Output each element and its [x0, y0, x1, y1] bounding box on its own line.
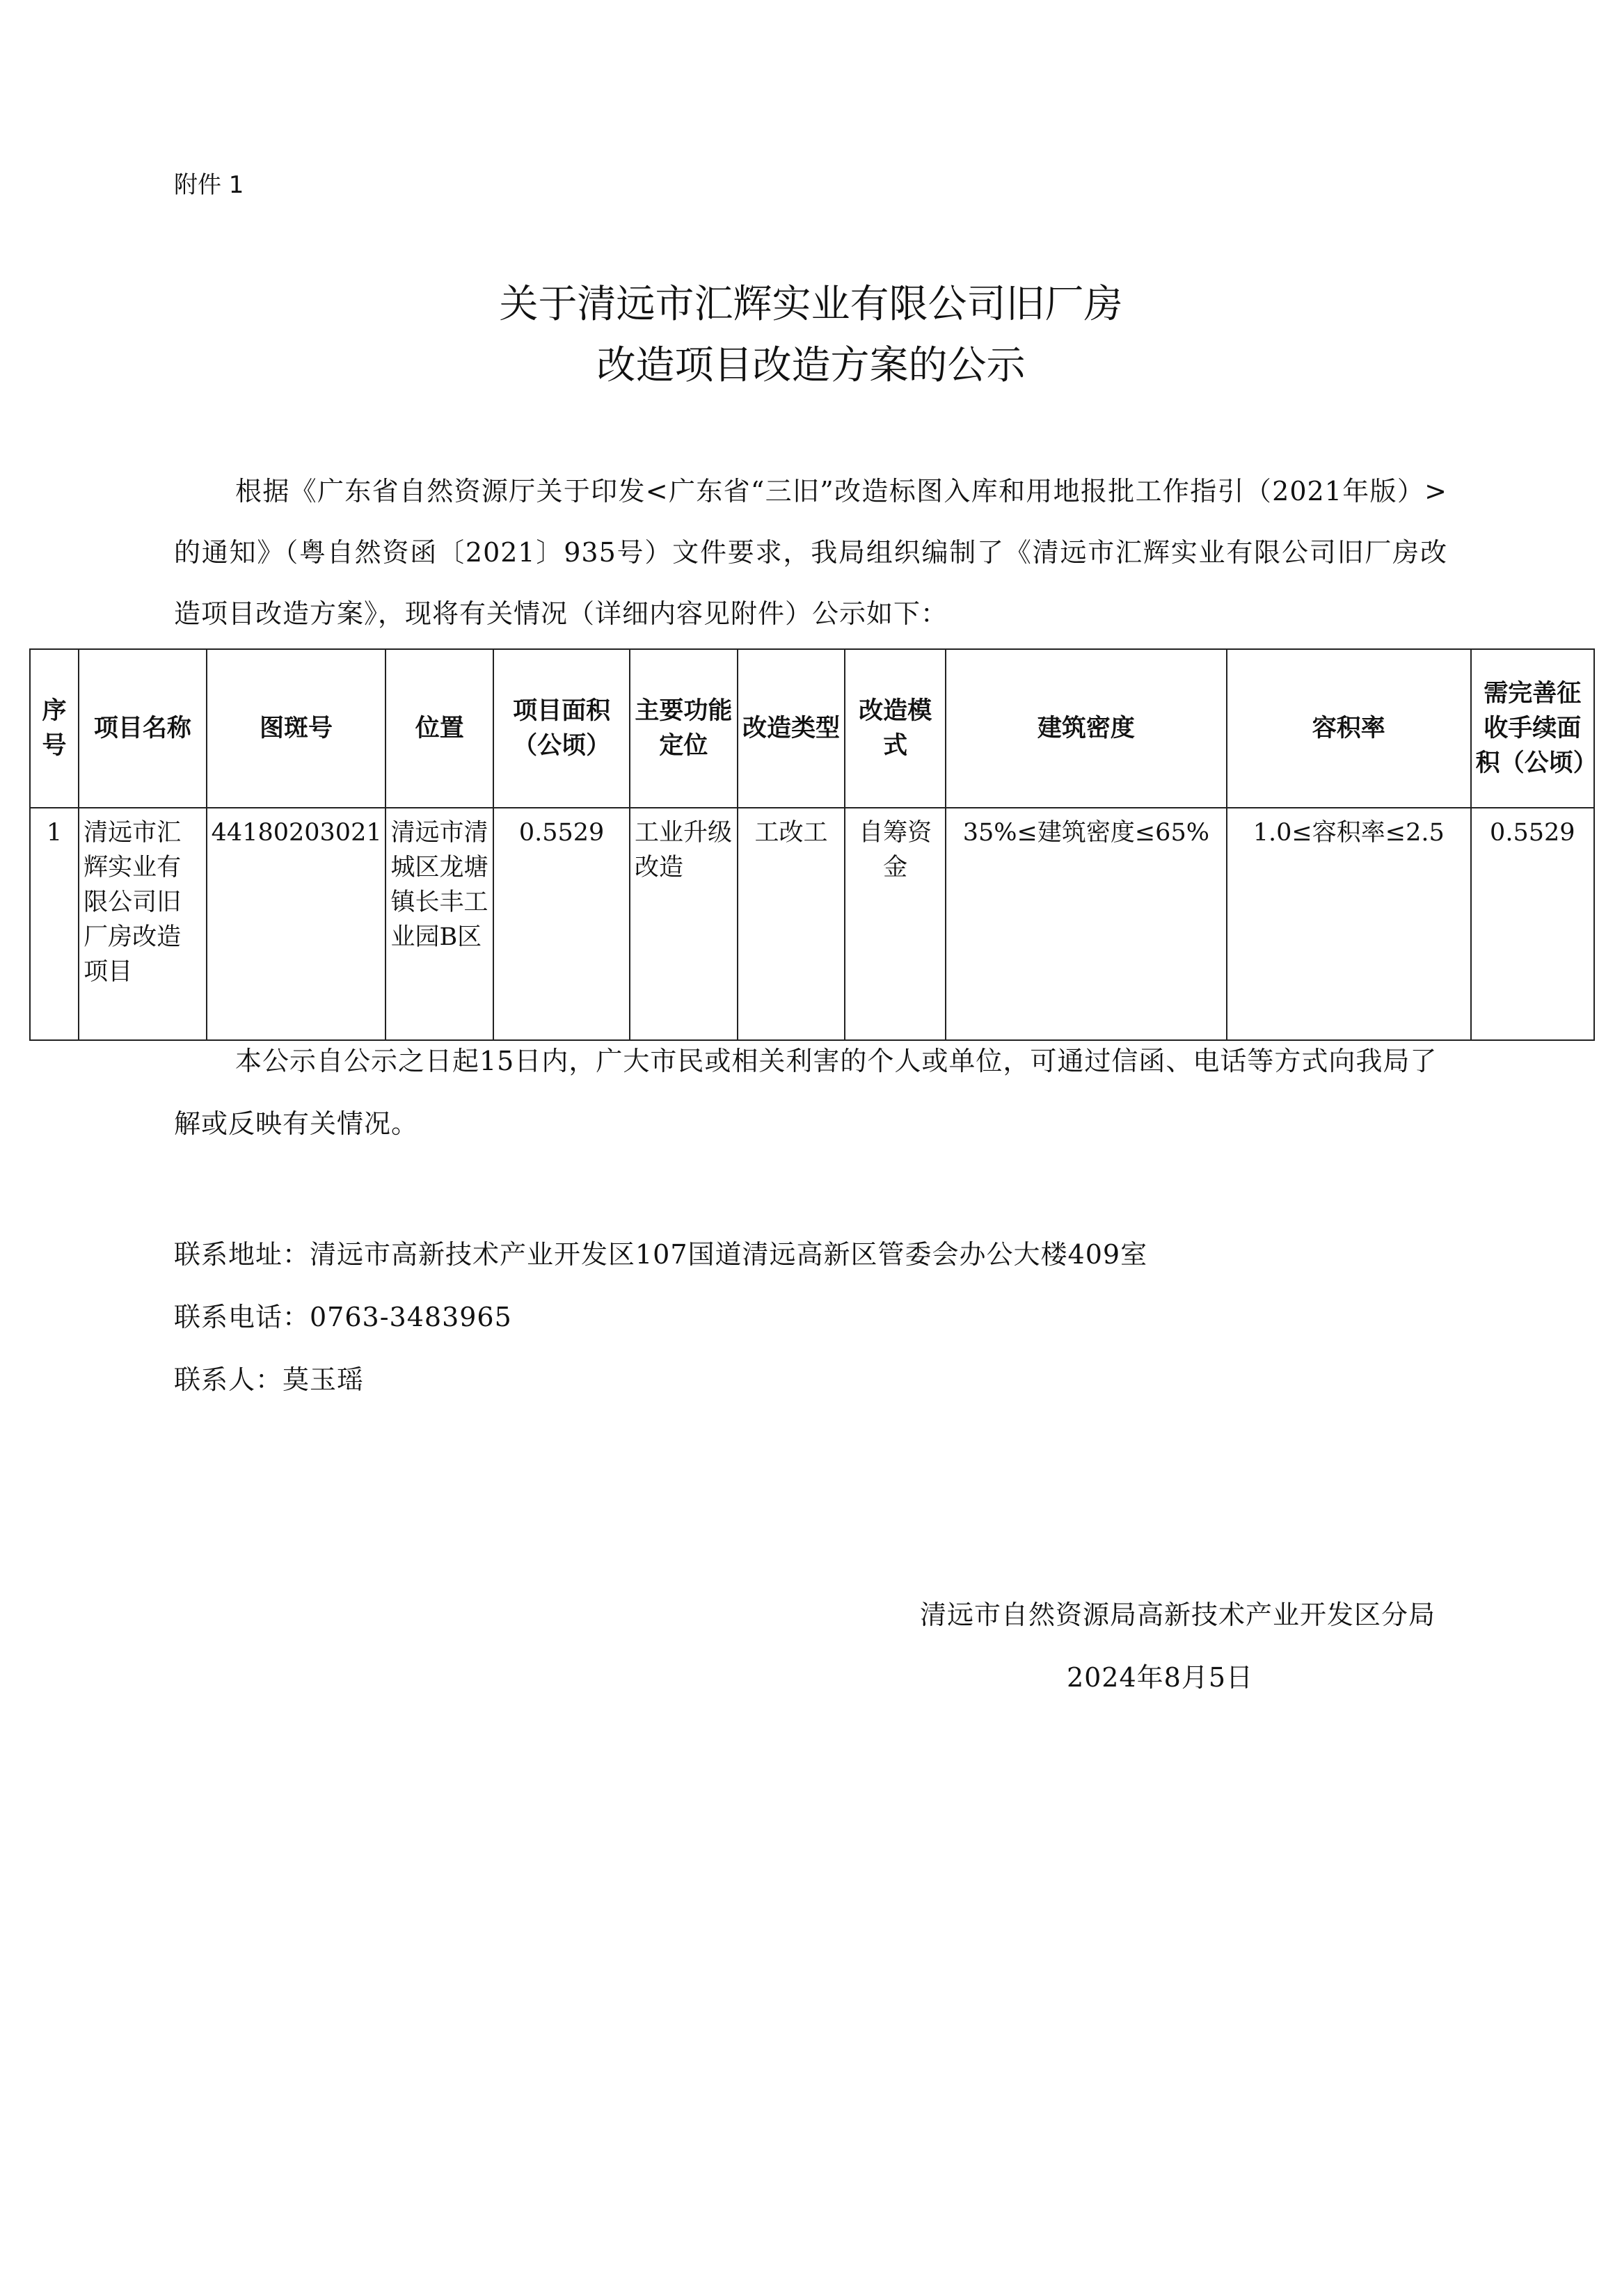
contact-address: 联系地址：清远市高新技术产业开发区107国道清远高新区管委会办公大楼409室 — [174, 1239, 1148, 1270]
header-density: 建筑密度 — [946, 649, 1227, 808]
cell-area: 0.5529 — [493, 808, 630, 1040]
header-parcel: 图斑号 — [207, 649, 386, 808]
intro-paragraph: 根据《广东省自然资源厅关于印发<广东省“三旧”改造标图入库和用地报批工作指引（2021年版）>的通知》（粤自然资函〔2021〕935号）文件要求，我局组织编制了《清远市汇辉实业有限公司旧厂房改造项目改造方案》，现将有关情况（详细内容见附件）公示如下： — [174, 476, 1447, 629]
cell-expropriation: 0.5529 — [1471, 808, 1594, 1040]
notice-paragraph: 本公示自公示之日起15日内，广大市民或相关利害的个人或单位，可通过信函、电话等方式向我局了解或反映有关情况。 — [174, 1046, 1438, 1139]
project-table — [29, 648, 1598, 1041]
header-expropriation: 需完善征收手续面积（公顷） — [1471, 649, 1594, 808]
cell-far: 1.0≤容积率≤2.5 — [1227, 808, 1471, 1040]
header-function: 主要功能定位 — [630, 649, 738, 808]
attachment-label: 附件 1 — [174, 171, 244, 199]
contact-phone: 联系电话：0763-3483965 — [174, 1302, 512, 1332]
cell-parcel: 44180203021 — [207, 808, 386, 1040]
header-type: 改造类型 — [738, 649, 845, 808]
cell-type: 工改工 — [738, 808, 845, 1040]
table-header-row — [30, 649, 1594, 808]
header-far: 容积率 — [1227, 649, 1471, 808]
cell-function: 工业升级改造 — [630, 808, 738, 1040]
header-location: 位置 — [385, 649, 493, 808]
table-row — [30, 808, 1594, 1040]
cell-density: 35%≤建筑密度≤65% — [946, 808, 1227, 1040]
header-mode: 改造模式 — [845, 649, 945, 808]
document-title-line1: 关于清远市汇辉实业有限公司旧厂房 — [499, 282, 1123, 327]
header-name: 项目名称 — [79, 649, 207, 808]
signature-date: 2024年8月5日 — [1066, 1662, 1253, 1693]
cell-seq: 1 — [30, 808, 79, 1040]
contact-person: 联系人：莫玉瑶 — [174, 1364, 365, 1395]
signature-organization: 清远市自然资源局高新技术产业开发区分局 — [919, 1600, 1436, 1630]
document-title-line2: 改造项目改造方案的公示 — [596, 343, 1026, 388]
cell-name: 清远市汇辉实业有限公司旧厂房改造项目 — [79, 808, 207, 1040]
cell-mode: 自筹资金 — [845, 808, 945, 1040]
cell-location: 清远市清城区龙塘镇长丰工业园B区 — [385, 808, 493, 1040]
header-area: 项目面积（公顷） — [493, 649, 630, 808]
header-seq: 序号 — [30, 649, 79, 808]
